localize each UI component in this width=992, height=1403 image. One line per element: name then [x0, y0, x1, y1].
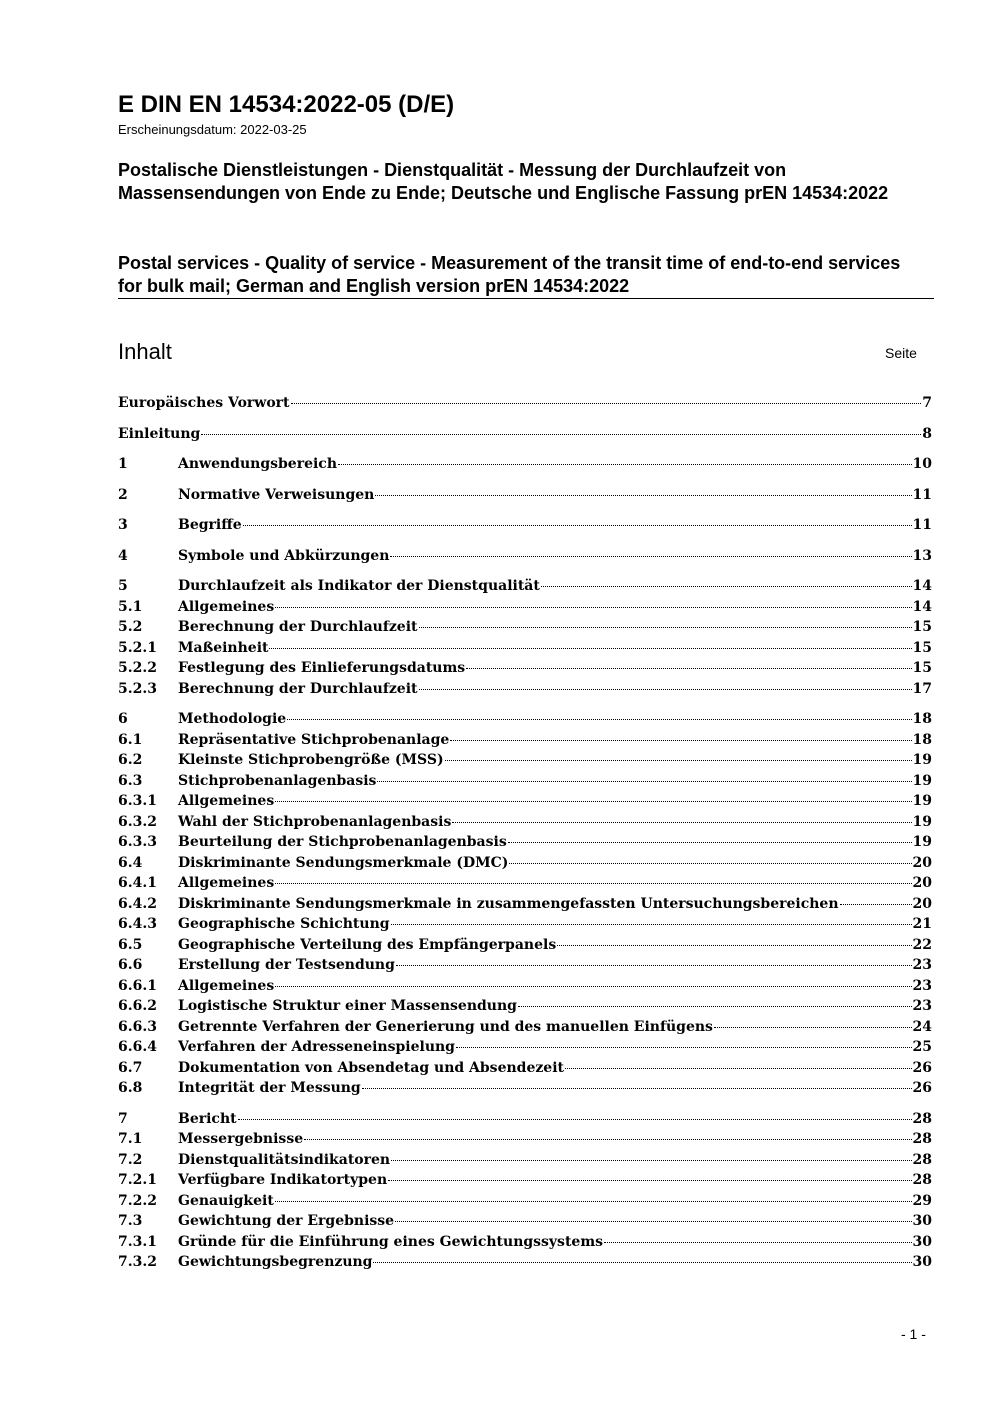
toc-dot-leader	[466, 668, 911, 669]
toc-entry-title: Getrennte Verfahren der Generierung und des manuellen Einfügens	[178, 1018, 713, 1035]
toc-entry-page: 19	[912, 793, 932, 809]
toc-entry-title: Symbole und Abkürzungen	[178, 547, 390, 564]
toc-entry-number: 6.6.3	[118, 1018, 157, 1035]
toc-entry[interactable]	[118, 998, 932, 1019]
toc-dot-leader	[373, 1262, 911, 1263]
toc-entry-title: Europäisches Vorwort	[118, 395, 290, 411]
toc-dot-leader	[419, 689, 912, 690]
toc-dot-leader	[391, 924, 912, 925]
toc-entry-number: 6.4.1	[118, 875, 157, 891]
toc-entry[interactable]	[118, 660, 932, 681]
toc-entry-number: 4	[118, 547, 128, 564]
toc-entry-page: 13	[912, 547, 932, 564]
toc-dot-leader	[201, 434, 921, 435]
toc-dot-leader	[287, 719, 911, 720]
toc-entry[interactable]	[118, 1131, 932, 1152]
toc-entry-number: 7.3.1	[118, 1233, 157, 1250]
page-number: - 1 -	[901, 1326, 926, 1342]
toc-entry[interactable]	[118, 456, 932, 477]
toc-entry-title: Logistische Struktur einer Massensendung	[178, 998, 517, 1014]
toc-entry-number: 6.6.2	[118, 998, 157, 1014]
toc-entry-number: 6.3.3	[118, 834, 157, 850]
toc-entry-page: 23	[912, 957, 932, 973]
toc-entry-page: 30	[912, 1213, 932, 1229]
toc-entry-page: 20	[912, 854, 932, 871]
toc-entry-page: 15	[912, 660, 932, 676]
toc-entry-title: Gewichtungsbegrenzung	[178, 1254, 373, 1270]
publication-date: Erscheinungsdatum: 2022-03-25	[118, 122, 307, 137]
toc-entry-title: Wahl der Stichprobenanlagenbasis	[178, 813, 452, 830]
toc-dot-leader	[419, 627, 912, 628]
toc-entry[interactable]	[118, 395, 932, 416]
toc-entry-title: Erstellung der Testsendung	[178, 957, 395, 973]
toc-dot-leader	[377, 781, 911, 782]
toc-entry-page: 28	[912, 1151, 932, 1168]
toc-entry-title: Kleinste Stichprobengröße (MSS)	[178, 752, 444, 768]
toc-dot-leader	[275, 883, 911, 884]
header-divider	[118, 298, 934, 299]
toc-entry[interactable]	[118, 619, 932, 640]
toc-dot-leader	[390, 556, 911, 557]
toc-entry[interactable]	[118, 978, 932, 999]
toc-entry[interactable]	[118, 773, 932, 794]
toc-entry-number: 6.4.2	[118, 895, 157, 912]
toc-dot-leader	[565, 1068, 912, 1069]
toc-entry-title: Gewichtung der Ergebnisse	[178, 1213, 395, 1229]
toc-dot-leader	[362, 1088, 912, 1089]
toc-entry-title: Einleitung	[118, 425, 201, 442]
toc-entry[interactable]	[118, 426, 932, 447]
toc-entry-title: Normative Verweisungen	[178, 486, 375, 503]
toc-entry-title: Stichprobenanlagenbasis	[178, 772, 377, 789]
toc-entry-title: Berechnung der Durchlaufzeit	[178, 680, 418, 697]
toc-dot-leader	[840, 904, 912, 905]
toc-entry-number: 7.2.1	[118, 1172, 157, 1188]
toc-entry[interactable]	[118, 855, 932, 876]
toc-entry-number: 7.1	[118, 1131, 143, 1147]
toc-dot-leader	[452, 822, 911, 823]
toc-entry-page: 18	[912, 711, 932, 727]
toc-entry-title: Integrität der Messung	[178, 1080, 361, 1096]
toc-entry-title: Durchlaufzeit als Indikator der Dienstqualität	[178, 578, 540, 594]
toc-entry-page: 8	[922, 425, 932, 442]
toc-entry-page: 28	[912, 1131, 932, 1147]
toc-entry-title: Allgemeines	[178, 977, 275, 994]
toc-dot-leader	[508, 842, 912, 843]
toc-entry-page: 14	[912, 578, 932, 594]
toc-entry-number: 6.7	[118, 1059, 143, 1076]
toc-entry-page: 29	[912, 1192, 932, 1209]
toc-entry-page: 19	[912, 772, 932, 789]
toc-entry-number: 2	[118, 486, 128, 503]
toc-entry-number: 5.2.3	[118, 680, 157, 697]
toc-entry[interactable]	[118, 1213, 932, 1234]
toc-entry-title: Dienstqualitätsindikatoren	[178, 1151, 391, 1168]
toc-dot-leader	[269, 648, 911, 649]
toc-dot-leader	[604, 1242, 912, 1243]
toc-entry-number: 1	[118, 456, 128, 472]
toc-entry[interactable]	[118, 1019, 932, 1040]
toc-page-column-label: Seite	[885, 345, 917, 361]
toc-entry-title: Allgemeines	[178, 793, 275, 809]
toc-entry-page: 17	[912, 680, 932, 697]
toc-dot-leader	[557, 945, 911, 946]
toc-entry-title: Bericht	[178, 1110, 237, 1127]
toc-entry-page: 15	[912, 619, 932, 635]
toc-entry[interactable]	[118, 578, 932, 599]
toc-dot-leader	[391, 1160, 911, 1161]
toc-entry[interactable]	[118, 548, 932, 569]
toc-entry[interactable]	[118, 1152, 932, 1173]
toc-entry-title: Verfahren der Adresseneinspielung	[178, 1039, 455, 1055]
toc-entry[interactable]	[118, 1060, 932, 1081]
toc-entry-page: 19	[912, 834, 932, 850]
toc-entry-number: 3	[118, 517, 128, 533]
toc-dot-leader	[509, 863, 911, 864]
toc-entry-page: 25	[912, 1039, 932, 1055]
toc-entry[interactable]	[118, 487, 932, 508]
toc-entry-number: 6.3.2	[118, 813, 157, 830]
toc-entry-title: Maßeinheit	[178, 639, 269, 656]
toc-entry-number: 6	[118, 711, 128, 727]
toc-entry-page: 20	[912, 875, 932, 891]
toc-dot-leader	[375, 495, 911, 496]
toc-entry-page: 24	[912, 1018, 932, 1035]
toc-entry-number: 6.3.1	[118, 793, 157, 809]
toc-entry-title: Geographische Verteilung des Empfängerpanels	[178, 936, 557, 953]
toc-entry[interactable]	[118, 1111, 932, 1132]
toc-entry-title: Diskriminante Sendungsmerkmale in zusammengefassten Untersuchungsbereichen	[178, 895, 839, 912]
document-id: E DIN EN 14534:2022-05 (D/E)	[118, 91, 455, 118]
toc-entry[interactable]	[118, 732, 932, 753]
toc-entry-page: 19	[912, 752, 932, 768]
toc-entry-page: 22	[912, 936, 932, 953]
toc-entry-number: 7.2	[118, 1151, 143, 1168]
toc-entry[interactable]	[118, 875, 932, 896]
toc-heading: Inhalt	[118, 339, 172, 364]
toc-entry-page: 18	[912, 731, 932, 748]
toc-entry-title: Dokumentation von Absendetag und Absendezeit	[178, 1059, 564, 1076]
toc-entry-number: 6.4	[118, 854, 143, 871]
toc-entry[interactable]	[118, 1234, 932, 1255]
toc-entry-number: 5.1	[118, 598, 143, 615]
toc-entry[interactable]	[118, 752, 932, 773]
toc-dot-leader	[388, 1180, 911, 1181]
toc-entry-number: 6.8	[118, 1080, 143, 1096]
toc-entry[interactable]	[118, 834, 932, 855]
toc-entry-title: Beurteilung der Stichprobenanlagenbasis	[178, 834, 507, 850]
toc-entry[interactable]	[118, 517, 932, 538]
toc-entry-number: 5.2.1	[118, 639, 157, 656]
toc-entry-number: 5.2.2	[118, 660, 157, 676]
toc-entry-title: Methodologie	[178, 711, 287, 727]
toc-entry-title: Festlegung des Einlieferungsdatums	[178, 660, 466, 676]
toc-entry-page: 11	[912, 486, 932, 503]
toc-entry-page: 28	[912, 1110, 932, 1127]
toc-entry[interactable]	[118, 640, 932, 661]
toc-entry[interactable]	[118, 793, 932, 814]
title-english: Postal services - Quality of service - Measurement of the transit time of end-to-end services for bulk mail; German and English version prEN 14534:2022	[118, 253, 901, 296]
toc-dot-leader	[238, 1119, 912, 1120]
toc-entry-page: 23	[912, 998, 932, 1014]
toc-entry-title: Messergebnisse	[178, 1131, 304, 1147]
toc-entry-number: 6.6.4	[118, 1039, 157, 1055]
toc-dot-leader	[395, 1221, 911, 1222]
table-of-contents	[118, 395, 932, 1275]
title-german: Postalische Dienstleistungen - Dienstqualität - Messung der Durchlaufzeit von Massensendungen von Ende zu Ende; Deutsche und Englische Fassung prEN 14534:2022	[118, 160, 889, 203]
toc-entry-page: 14	[912, 598, 932, 615]
toc-entry[interactable]	[118, 937, 932, 958]
toc-entry-number: 7.3.2	[118, 1254, 157, 1270]
toc-entry[interactable]	[118, 916, 932, 937]
toc-entry-number: 6.5	[118, 936, 143, 953]
toc-dot-leader	[518, 1006, 912, 1007]
toc-dot-leader	[243, 525, 912, 526]
toc-entry[interactable]	[118, 711, 932, 732]
toc-entry-number: 7.2.2	[118, 1192, 157, 1209]
toc-entry-page: 28	[912, 1172, 932, 1188]
toc-entry-title: Diskriminante Sendungsmerkmale (DMC)	[178, 854, 509, 871]
toc-dot-leader	[714, 1027, 912, 1028]
toc-entry[interactable]	[118, 957, 932, 978]
toc-entry-number: 6.2	[118, 752, 143, 768]
toc-entry[interactable]	[118, 681, 932, 702]
toc-entry-page: 15	[912, 639, 932, 656]
toc-dot-leader	[304, 1139, 911, 1140]
toc-entry-number: 5.2	[118, 619, 143, 635]
toc-entry[interactable]	[118, 896, 932, 917]
toc-entry-page: 30	[912, 1233, 932, 1250]
toc-entry-number: 6.4.3	[118, 916, 157, 932]
toc-entry[interactable]	[118, 1254, 932, 1275]
toc-entry-title: Verfügbare Indikatortypen	[178, 1172, 388, 1188]
toc-dot-leader	[456, 1047, 912, 1048]
toc-entry-page: 30	[912, 1254, 932, 1270]
toc-dot-leader	[275, 1201, 912, 1202]
toc-entry-page: 21	[912, 916, 932, 932]
toc-entry-number: 7	[118, 1110, 128, 1127]
toc-entry-number: 6.6.1	[118, 977, 157, 994]
toc-entry[interactable]	[118, 814, 932, 835]
toc-dot-leader	[275, 801, 911, 802]
toc-entry-title: Gründe für die Einführung eines Gewichtungssystems	[178, 1233, 604, 1250]
toc-entry[interactable]	[118, 1039, 932, 1060]
toc-entry-number: 7.3	[118, 1213, 143, 1229]
toc-entry-page: 23	[912, 977, 932, 994]
toc-entry-page: 7	[922, 395, 932, 411]
toc-entry-title: Repräsentative Stichprobenanlage	[178, 731, 450, 748]
toc-dot-leader	[445, 760, 912, 761]
toc-entry-title: Anwendungsbereich	[178, 456, 337, 472]
toc-entry-page: 10	[912, 456, 932, 472]
toc-dot-leader	[541, 586, 912, 587]
toc-dot-leader	[275, 607, 911, 608]
toc-entry-page: 11	[912, 517, 932, 533]
toc-entry-page: 26	[912, 1059, 932, 1076]
toc-entry-page: 19	[912, 813, 932, 830]
toc-dot-leader	[275, 986, 911, 987]
toc-dot-leader	[291, 403, 922, 404]
toc-entry[interactable]	[118, 599, 932, 620]
toc-entry[interactable]	[118, 1172, 932, 1193]
toc-dot-leader	[396, 965, 912, 966]
toc-entry-number: 5	[118, 578, 128, 594]
toc-entry-page: 26	[912, 1080, 932, 1096]
toc-entry-title: Allgemeines	[178, 598, 275, 615]
toc-dot-leader	[338, 464, 912, 465]
toc-entry[interactable]	[118, 1193, 932, 1214]
toc-entry-number: 6.1	[118, 731, 143, 748]
toc-entry[interactable]	[118, 1080, 932, 1101]
toc-dot-leader	[450, 740, 911, 741]
toc-entry-title: Allgemeines	[178, 875, 275, 891]
toc-entry-title: Geographische Schichtung	[178, 916, 390, 932]
toc-entry-page: 20	[912, 895, 932, 912]
toc-entry-title: Genauigkeit	[178, 1192, 274, 1209]
toc-entry-number: 6.6	[118, 957, 143, 973]
toc-entry-title: Berechnung der Durchlaufzeit	[178, 619, 418, 635]
toc-entry-number: 6.3	[118, 772, 143, 789]
toc-entry-title: Begriffe	[178, 517, 242, 533]
